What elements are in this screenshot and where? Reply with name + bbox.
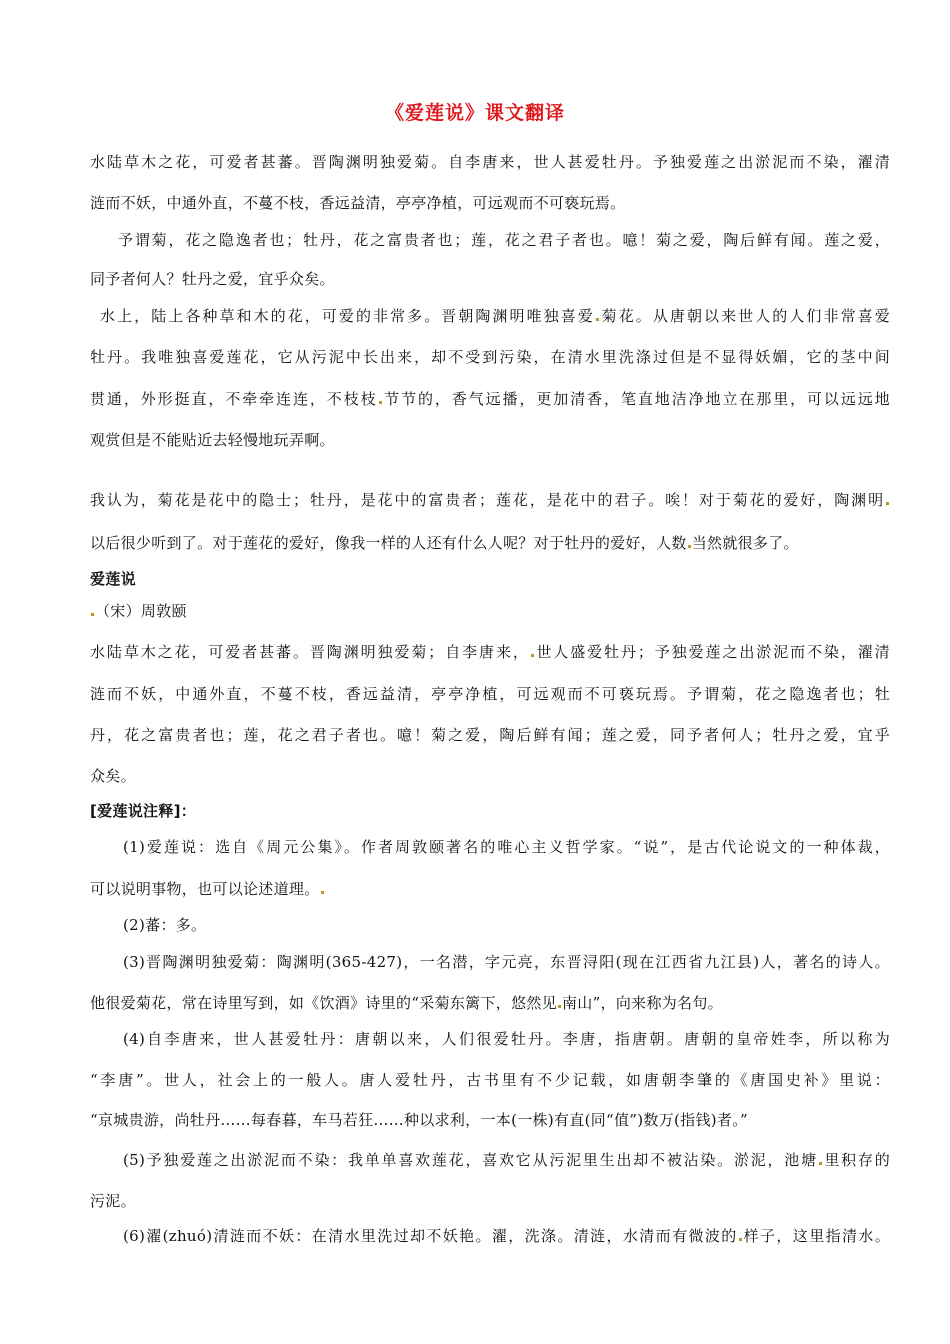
note-text: 南山”，向来称为名句。 [561, 994, 723, 1012]
note-text: 样子，这里指清水。 [742, 1227, 891, 1245]
page-title: 《爱莲说》课文翻译 [384, 102, 565, 124]
notes-title: [爱莲说注释]： [90, 802, 197, 820]
edit-mark [739, 1238, 742, 1241]
translation-text: 水上，陆上各种草和木的花，可爱的非常多。晋朝陶渊明唯独喜爱 [100, 307, 595, 325]
translation-line-5 [90, 490, 890, 510]
note-text: 他很爱菊花，常在诗里写到，如《饮酒》诗里的“采菊东篱下，悠然见 [90, 994, 557, 1012]
full-text-line-3: 丹，花之富贵者也；莲，花之君子者也。噫！菊之爱，陶后鲜有闻；莲之爱，同予者何人；牡丹之爱，宜乎 [90, 726, 890, 744]
note-1-line-1: (1)爱莲说：选自《周元公集》。作者周敦颐著名的唯心主义哲学家。“说”，是古代论说文的一种体裁， [123, 838, 890, 856]
translation-line-4: 观赏但是不能贴近去轻慢地玩弄啊。 [90, 431, 335, 449]
original-line-4: 同予者何人？牡丹之爱，宜乎众矣。 [90, 270, 335, 288]
full-text-line-4: 众矣。 [90, 767, 136, 785]
edit-mark [596, 318, 599, 321]
edit-mark [688, 545, 691, 548]
note-3-line-1: (3)晋陶渊明独爱菊：陶渊明(365-427)，一名潜，字元亮，东晋浔阳(现在江西省九江县)人，著名的诗人。 [123, 953, 890, 971]
translation-text: 以后很少听到了。对于莲花的爱好，像我一样的人还有什么人呢？对于牡丹的爱好，人数 [90, 534, 687, 552]
full-text: 水陆草木之花，可爱者甚蕃。晋陶渊明独爱菊；自李唐来， [90, 643, 530, 661]
note-2: (2)蕃：多。 [123, 916, 207, 934]
note-4-line-2: “李唐”。世人，社会上的一般人。唐人爱牡丹，古书里有不少记载，如唐朝李肇的《唐国史补》里说： [90, 1071, 890, 1089]
full-text: 世人盛爱牡丹；予独爱莲之出淤泥而不染，濯清 [534, 643, 890, 661]
note-5-line-1 [123, 1150, 890, 1170]
translation-text: 当然就很多了。 [691, 534, 799, 552]
translation-line-3 [90, 389, 890, 409]
edit-mark [819, 1162, 822, 1165]
note-text: (5)予独爱莲之出淤泥而不染：我单单喜欢莲花，喜欢它从污泥里生出却不被沾染。淤泥，池塘 [123, 1151, 818, 1169]
original-line-1: 水陆草木之花，可爱者甚蕃。晋陶渊明独爱菊。自李唐来，世人甚爱牡丹。予独爱莲之出淤泥而不染，濯清 [90, 153, 890, 171]
note-4-line-1: (4)自李唐来，世人甚爱牡丹：唐朝以来，人们很爱牡丹。李唐，指唐朝。唐朝的皇帝姓李，所以称为 [123, 1030, 890, 1048]
edit-mark [321, 891, 324, 894]
edit-mark [558, 1005, 561, 1008]
note-6-line-1 [123, 1226, 890, 1246]
translation-text: 我认为，菊花是花中的隐士；牡丹，是花中的富贵者；莲花，是花中的君子。唉！对于菊花的爱好，陶渊明 [90, 491, 885, 509]
section-title: 爱莲说 [90, 570, 136, 588]
full-text-line-1 [90, 642, 890, 662]
note-3-line-2 [90, 993, 890, 1013]
edit-mark [886, 502, 889, 505]
edit-mark [91, 613, 94, 616]
translation-line-2: 牡丹。我唯独喜爱莲花，它从污泥中长出来，却不受到污染，在清水里洗涤过但是不显得妖媚，它的茎中间 [90, 348, 890, 366]
author-line [90, 601, 890, 621]
note-1-line-2 [90, 879, 890, 899]
edit-mark [531, 654, 534, 657]
full-text-line-2: 涟而不妖，中通外直，不蔓不枝，香远益清，亭亭净植，可远观而不可亵玩焉。予谓菊，花之隐逸者也；牡 [90, 685, 890, 703]
translation-line-1 [100, 306, 890, 326]
author: （宋）周敦颐 [95, 602, 187, 620]
note-text: (6)濯(zhuó)清涟而不妖：在清水里洗过却不妖艳。濯，洗涤。清涟，水清而有微波的 [123, 1227, 738, 1245]
original-line-2: 涟而不妖，中通外直，不蔓不枝，香远益清，亭亭净植，可远观而不可亵玩焉。 [90, 194, 626, 212]
translation-text: 节节的，香气远播，更加清香，笔直地洁净地立在那里，可以远远地 [382, 390, 890, 408]
note-text: 可以说明事物，也可以论述道理。 [90, 880, 320, 898]
note-4-line-3: “京城贵游，尚牡丹……每春暮，车马若狂……种以求利，一本(一株)有直(同“值”)数万(指钱)者。” [90, 1111, 748, 1129]
note-text: 里积存的 [822, 1151, 890, 1169]
translation-text: 菊花。从唐朝以来世人的人们非常喜爱 [599, 307, 890, 325]
edit-mark [379, 401, 382, 404]
original-line-3: 予谓菊，花之隐逸者也；牡丹，花之富贵者也；莲，花之君子者也。噫！菊之爱，陶后鲜有闻。莲之爱， [118, 231, 890, 249]
translation-line-6 [90, 533, 890, 553]
note-5-line-2: 污泥。 [90, 1192, 136, 1210]
translation-text: 贯通，外形挺直，不牵牵连连，不枝枝 [90, 390, 378, 408]
